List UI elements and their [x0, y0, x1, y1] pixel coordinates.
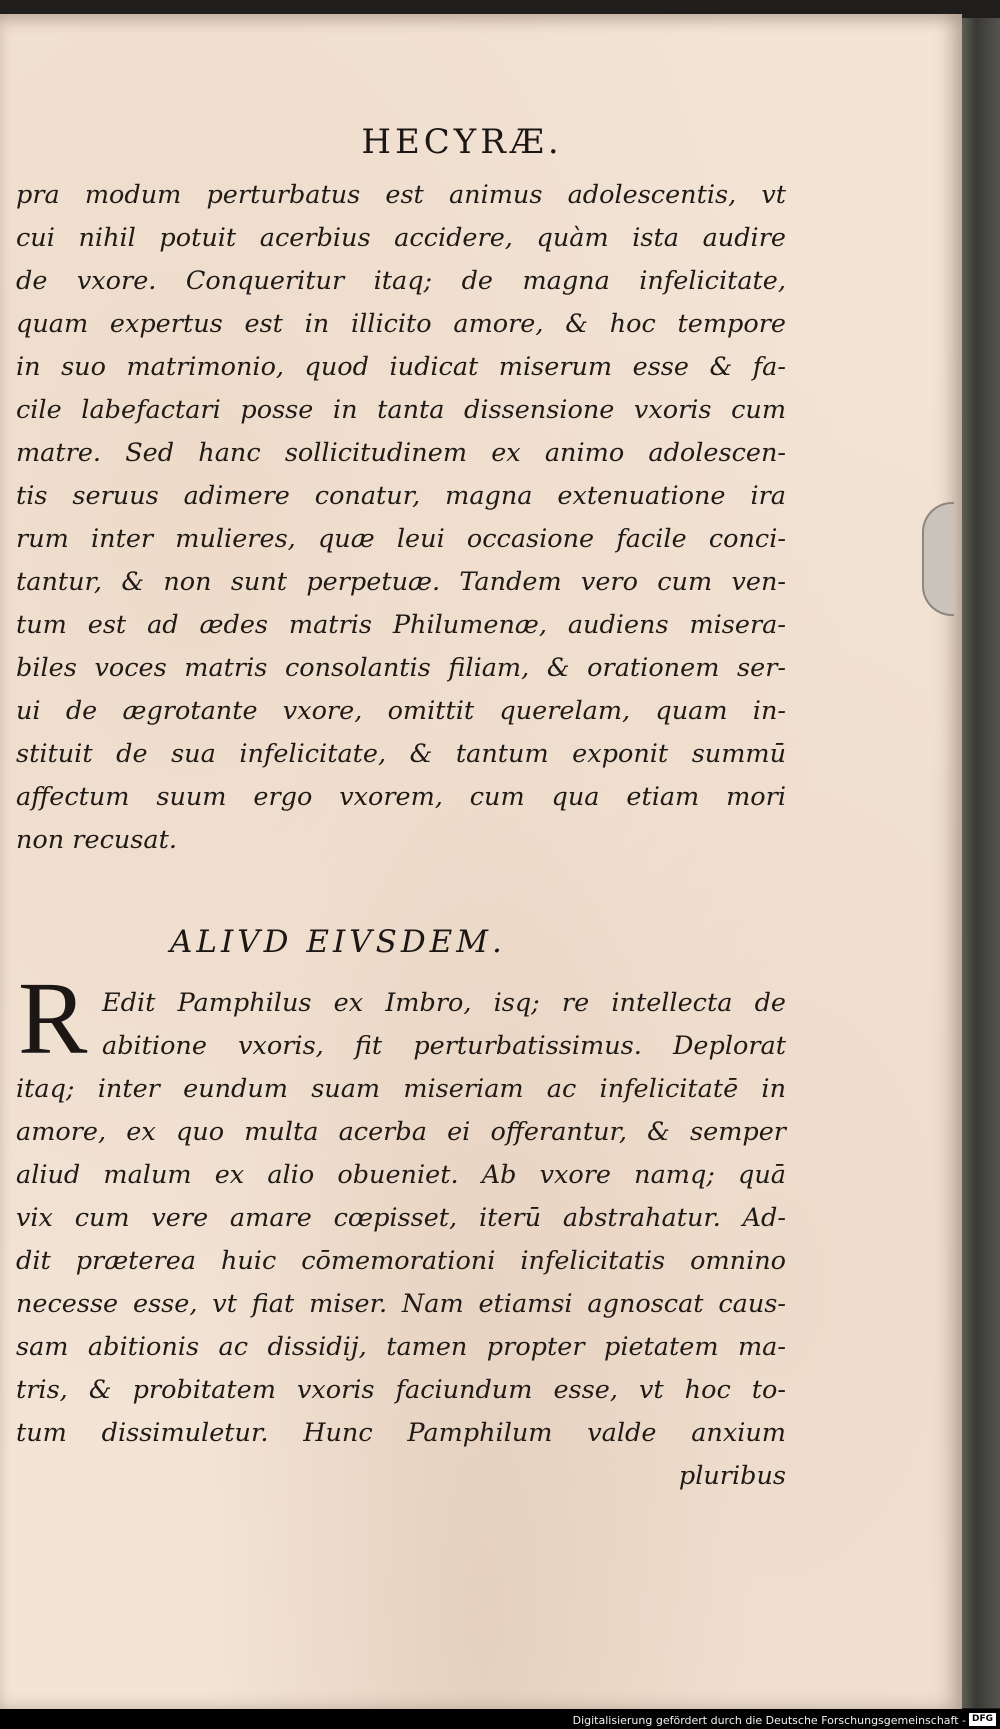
catchword: pluribus: [678, 1461, 786, 1491]
text-line: abitione vxoris, fit perturbatissimus. Deplorat: [102, 1031, 786, 1061]
text-line: ui de ægrotante vxore, omittit querelam, quam in-: [16, 696, 786, 726]
text-line: affectum suum ergo vxorem, cum qua etiam mori: [16, 782, 786, 812]
book-page: [0, 14, 962, 1710]
text-line: matre. Sed hanc sollicitudinem ex animo adolescen-: [16, 438, 786, 468]
text-line: cile labefactari posse in tanta dissensione vxoris cum: [16, 395, 786, 425]
text-line: non recusat.: [16, 825, 177, 855]
text-line: cui nihil potuit acerbius accidere, quàm ista audire: [16, 223, 786, 253]
text-line: tum est ad ædes matris Philumenæ, audiens misera-: [16, 610, 786, 640]
text-line: tis seruus adimere conatur, magna extenuatione ira: [16, 481, 786, 511]
text-line: vix cum vere amare cœpisset, iterū abstrahatur. Ad-: [16, 1203, 786, 1233]
text-line: rum inter mulieres, quæ leui occasione facile conci-: [16, 524, 786, 554]
paragraph-1: [16, 174, 786, 862]
text-line: pra modum perturbatus est animus adolescentis, vt: [16, 180, 786, 210]
text-line: Edit Pamphilus ex Imbro, isq; re intellecta de: [102, 988, 786, 1018]
text-line: tantur, & non sunt perpetuæ. Tandem vero cum ven-: [16, 567, 786, 597]
text-line: sam abitionis ac dissidij, tamen propter pietatem ma-: [16, 1332, 786, 1362]
text-line: necesse esse, vt fiat miser. Nam etiamsi agnoscat caus-: [16, 1289, 786, 1319]
text-line: tum dissimuletur. Hunc Pamphilum valde anxium: [16, 1418, 786, 1448]
text-line: dit præterea huic cōmemorationi infelicitatis omnino: [16, 1246, 786, 1276]
text-line: aliud malum ex alio obueniet. Ab vxore namq; quā: [16, 1160, 786, 1190]
section-title: ALIVD EIVSDEM.: [170, 924, 506, 960]
text-line: in suo matrimonio, quod iudicat miserum esse & fa-: [16, 352, 786, 382]
text-line: tris, & probitatem vxoris faciundum esse, vt hoc to-: [16, 1375, 786, 1405]
digitization-credit: Digitalisierung gefördert durch die Deutsche Forschungsgemeinschaft -: [572, 1714, 966, 1727]
running-head: HECYRÆ.: [361, 122, 563, 162]
text-line: quam expertus est in illicito amore, & hoc tempore: [16, 309, 786, 339]
text-line: stituit de sua infelicitate, & tantum exponit summū: [16, 739, 786, 769]
digitization-footer: [0, 1709, 1000, 1729]
drop-cap: R: [18, 961, 88, 1076]
text-line: biles voces matris consolantis filiam, & orationem ser-: [16, 653, 786, 683]
paragraph-2: [16, 982, 786, 1498]
page-clip: [922, 502, 954, 616]
text-line: amore, ex quo multa acerba ei offerantur, & semper: [16, 1117, 786, 1147]
text-line: de vxore. Conqueritur itaq; de magna infelicitate,: [16, 266, 786, 296]
dfg-logo: DFG: [969, 1713, 996, 1726]
text-line: itaq; inter eundum suam miseriam ac infelicitatē in: [16, 1074, 786, 1104]
